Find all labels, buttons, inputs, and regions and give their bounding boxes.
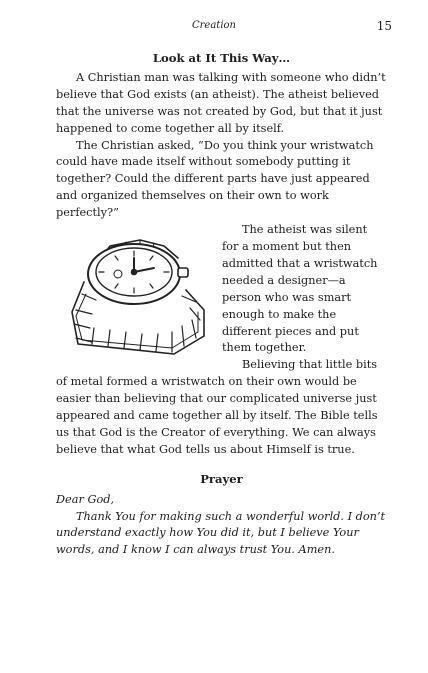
prayer-salutation: Dear God,	[56, 492, 115, 506]
paragraph-1: A Christian man was talking with someone who didn’t believe that God exists (an atheist). The atheist believed that the universe was not created by God, but that it just happened to come together all by itself.	[56, 70, 386, 135]
prayer-text: Thank You for making such a wonderful world. I don’t understand exactly how You did it, but I believe Your words, and I know I can always trust You. Amen.	[56, 509, 386, 557]
running-head	[0, 20, 428, 36]
wristwatch-illustration	[54, 224, 212, 362]
page-number: 15	[376, 19, 392, 33]
prayer-heading: Prayer	[200, 471, 243, 486]
paragraph-3: The atheist was silent for a moment but then admitted that a wristwatch needed a designer—a person who was smart enough to make the different pieces and put them together.	[222, 223, 378, 355]
section-heading: Look at It This Way…	[152, 51, 291, 65]
paragraph-2: The Christian asked, “Do you think your wristwatch could have made itself without somebody putting it together? Could the different parts have just appeared and organized themselves on their own to work perfectly?”	[56, 138, 374, 220]
running-title: Creation	[192, 20, 236, 31]
paragraph-4: Believing that little bits of metal formed a wristwatch on their own would be easier than believing that our complicated universe just appeared and came together all by itself. The Bible tells us that God is the Creator of everything. We can always believe that what God tells us about Himself is true.	[56, 358, 378, 456]
page-body	[56, 50, 387, 559]
